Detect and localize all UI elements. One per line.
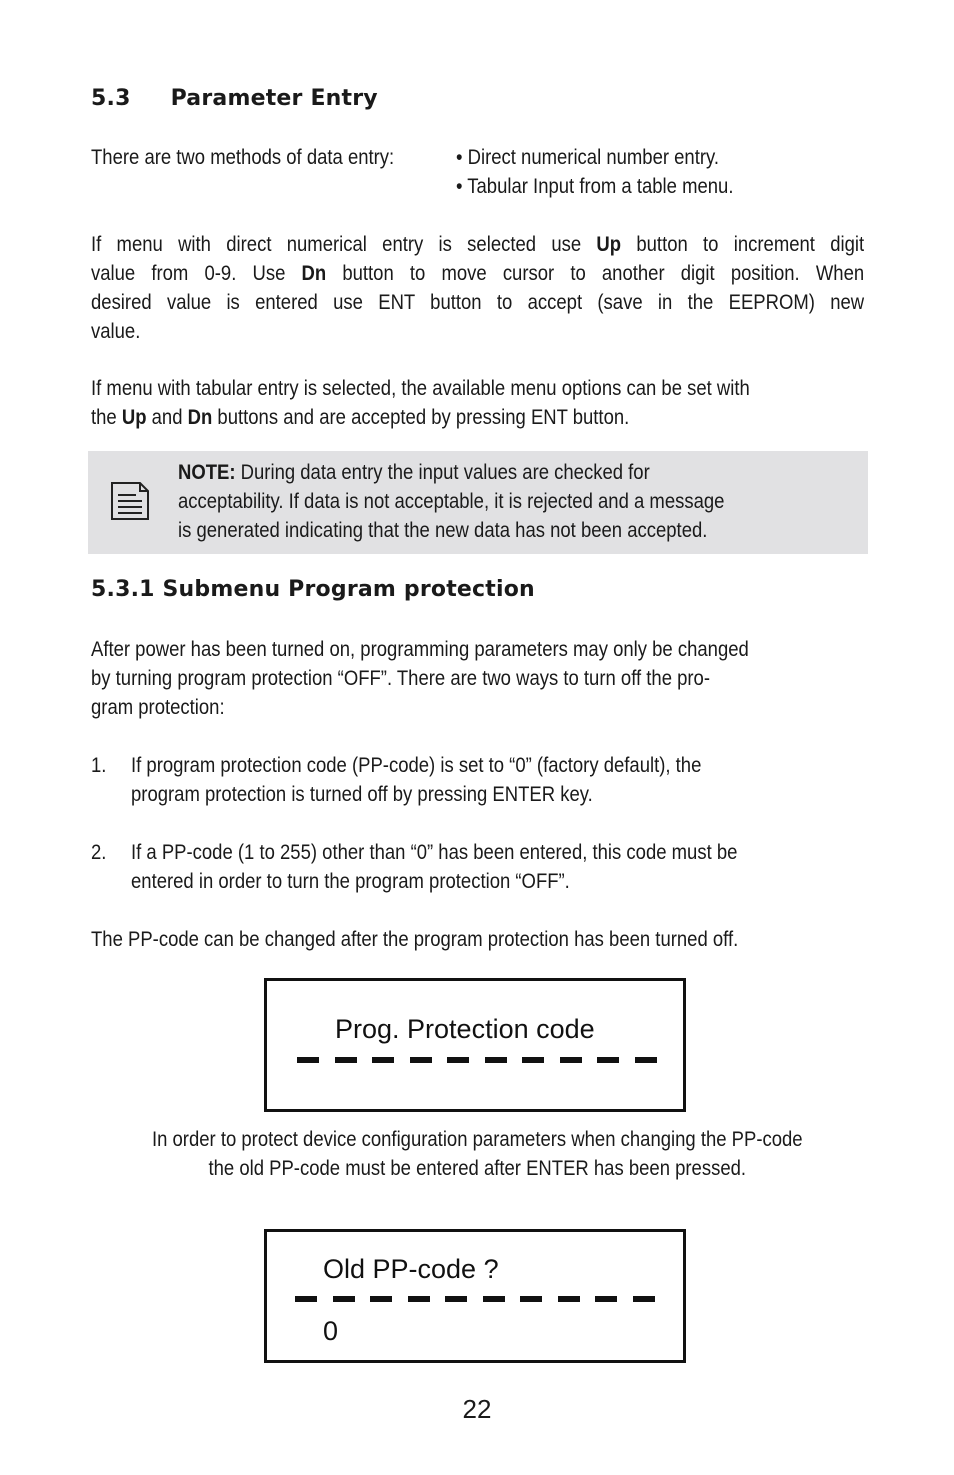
subsection-paragraph-2: The PP-code can be changed after the program protection has been turned off. <box>91 927 739 951</box>
note-line2: acceptability. If data is not acceptable, it is rejected and a message <box>178 489 725 513</box>
para2-line1: If menu with tabular entry is selected, the available menu options can be set with <box>91 376 750 400</box>
list-item-number-2: 2. <box>91 840 107 864</box>
para1-line4: value. <box>91 319 141 343</box>
caption <box>0 1125 954 1183</box>
paragraph-tabular-entry <box>91 374 750 432</box>
intro-text: There are two methods of data entry: <box>91 145 395 169</box>
list-item-2 <box>131 838 737 896</box>
section-heading <box>91 86 378 111</box>
method-tabular: • Tabular Input from a table menu. <box>456 174 734 198</box>
note-text <box>178 458 724 545</box>
lcd-display-2-value: 0 <box>323 1316 339 1346</box>
list-item-1 <box>131 751 701 809</box>
page-number: 22 <box>462 1394 492 1424</box>
sub-para1-line3: gram protection: <box>91 695 225 719</box>
list-item-2-line1: If a PP-code (1 to 255) other than “0” has been entered, this code must be <box>131 840 738 864</box>
lcd-display-2-text: Old PP-code ? <box>323 1254 499 1284</box>
note-icon <box>110 481 150 521</box>
sub-para1-line2: by turning program protection “OFF”. There are two ways to turn off the pro- <box>91 666 711 690</box>
subsection-heading: 5.3.1 Submenu Program protection <box>91 577 535 602</box>
note-line1: NOTE: During data entry the input values are checked for <box>178 460 650 484</box>
para1-line3: desired value is entered use ENT button to accept (save in the EEPROM) new <box>91 290 865 314</box>
subsection-paragraph-1 <box>91 635 749 722</box>
lcd-display-2-dashes <box>295 1296 670 1302</box>
list-item-1-line2: program protection is turned off by pressing ENTER key. <box>131 782 593 806</box>
caption-line1: In order to protect device configuration parameters when changing the PP-code <box>151 1127 803 1151</box>
sub-para1-line1: After power has been turned on, programming parameters may only be changed <box>91 637 749 661</box>
list-item-1-line1: If program protection code (PP-code) is set to “0” (factory default), the <box>131 753 702 777</box>
section-title: Parameter Entry <box>170 86 378 111</box>
section-number: 5.3 <box>91 86 131 111</box>
caption-line2: the old PP-code must be entered after ENTER has been pressed. <box>208 1156 746 1180</box>
method-direct: • Direct numerical number entry. <box>456 145 720 169</box>
para2-line2: the Up and Dn buttons and are accepted by pressing ENT button. <box>91 405 630 429</box>
lcd-display-1-dashes <box>297 1057 672 1063</box>
para1-line1: If menu with direct numerical entry is selected use Up button to increment digit <box>91 232 865 256</box>
para1-line2: value from 0-9. Use Dn button to move cursor to another digit position. When <box>91 261 865 285</box>
lcd-display-old-pp-code <box>264 1229 686 1363</box>
note-line3: is generated indicating that the new data has not been accepted. <box>178 518 708 542</box>
lcd-display-protection-code <box>264 978 686 1112</box>
paragraph-direct-entry <box>91 230 864 346</box>
list-item-number-1: 1. <box>91 753 107 777</box>
lcd-display-1-text: Prog. Protection code <box>335 1014 595 1044</box>
note-box <box>88 451 868 554</box>
list-item-2-line2: entered in order to turn the program protection “OFF”. <box>131 869 570 893</box>
